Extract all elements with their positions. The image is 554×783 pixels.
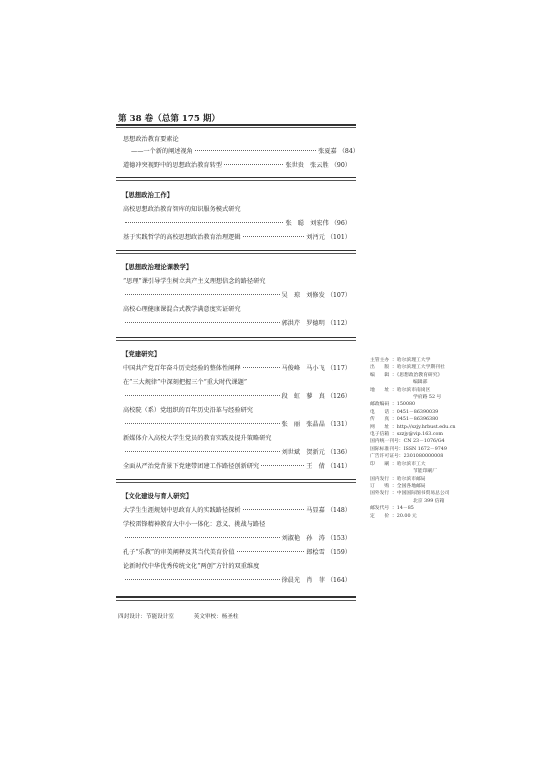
section-rule-thin bbox=[116, 482, 356, 483]
dot-leader bbox=[125, 322, 280, 323]
dot-leader bbox=[243, 509, 305, 510]
section-title: 【文化建设与育人研究】 bbox=[122, 492, 193, 500]
bottom-rule-thin bbox=[116, 600, 356, 601]
info-row: 国际标准刊号 ：ISSN 1672－9749 bbox=[370, 446, 447, 452]
info-row: 出 版 ：哈尔滨理工大学期刊社 bbox=[370, 365, 445, 371]
section-rule bbox=[116, 250, 356, 251]
toc-entry[interactable]: 全面从严治党背景下党建带团建工作路径创新研究 王 倩 （141） bbox=[123, 463, 351, 470]
publication-info bbox=[370, 357, 490, 520]
toc-entry[interactable]: 高校院（系）党组织的百年历史沿革与经验研究 bbox=[123, 407, 253, 414]
info-row: 编辑部 bbox=[413, 380, 428, 386]
dot-leader bbox=[125, 579, 280, 580]
toc-entry[interactable]: 张 丽 张晶晶 （131） bbox=[123, 419, 351, 430]
toc-entry[interactable]: 刘淑艳 孙 涛 （153） bbox=[123, 533, 351, 544]
footer-credits bbox=[118, 612, 257, 620]
info-row: 印 刷 ：哈尔滨市工大 bbox=[370, 461, 426, 467]
info-row: 邮政编码 ：150080 bbox=[370, 402, 416, 408]
info-row: 传 真 ：0451－86396380 bbox=[370, 417, 439, 423]
toc-entry[interactable]: 大学生生涯规划中思政育人的实践路径探析 马显嘉 （148） bbox=[123, 507, 351, 514]
info-row: 网 址 ：http://szjy.hrbust.edu.cn bbox=[370, 424, 456, 430]
toc-entry[interactable]: 刘世斌 贺新元 （136） bbox=[123, 447, 351, 458]
section-rule bbox=[116, 479, 356, 480]
cover-design-credit: 四封设计：节能设计室 bbox=[118, 614, 174, 620]
dot-leader bbox=[224, 164, 283, 165]
section-title: 【思想政治工作】 bbox=[122, 191, 174, 199]
dot-leader bbox=[261, 465, 304, 466]
info-row: 节能印刷厂 bbox=[413, 469, 437, 475]
info-row: 编 辑 ：《思想政治教育研究》 bbox=[370, 372, 443, 378]
toc-entry[interactable]: 高校心理健康课混合式教学满意度实证研究 bbox=[123, 306, 241, 313]
toc-entry[interactable]: 吴 琼 刘修发 （107） bbox=[123, 290, 351, 301]
toc-entry[interactable]: 徐晨光 肖 菲 （164） bbox=[123, 575, 351, 586]
toc-entry[interactable]: 张 聪 刘宏伟 （96） bbox=[123, 218, 351, 229]
dot-leader bbox=[195, 150, 316, 151]
toc-entry[interactable]: 郭洪芹 罗德明 （112） bbox=[123, 318, 351, 329]
info-row: 定 价 ：20.00 元 bbox=[370, 513, 417, 519]
toc-entry[interactable]: 思想政治教育要素论 bbox=[123, 136, 179, 143]
info-row: 国外发行 ：中国国际图书贸易总公司 bbox=[370, 491, 450, 497]
section-title: 【党建研究】 bbox=[122, 350, 161, 358]
toc-entry[interactable]: 段 虹 蓼 真 （126） bbox=[123, 391, 351, 402]
info-row: 国内发行 ：哈尔滨市邮局 bbox=[370, 476, 426, 482]
dot-leader bbox=[125, 451, 280, 452]
toc-entry[interactable]: ——一个新的阐述视角 张夏嘉 （84） bbox=[131, 148, 359, 155]
info-row: 电 话 ：0451－86390039 bbox=[370, 409, 439, 415]
info-row: 学府路 52 号 bbox=[413, 395, 442, 401]
info-row: 电子信箱 ：szzjy@vip.163.com bbox=[370, 432, 443, 438]
toc-entry[interactable]: 孔子“乐教”的审美阐释及其当代美育价值 郎桧雪 （159） bbox=[123, 549, 351, 556]
toc-entry[interactable]: 新媒体介入高校大学生党员的教育实践及提升策略研究 bbox=[123, 435, 272, 442]
section-rule bbox=[116, 337, 356, 338]
toc-entry[interactable]: 论新时代中华优秀传统文化“两创”方针的双重维度 bbox=[123, 563, 260, 570]
toc-entry[interactable]: 基于实践哲学的高校思想政治教育治理逻辑 刘沔元 （101） bbox=[123, 234, 351, 241]
toc-entry[interactable]: “思理”课引导学生树立共产主义理想信念的路径研究 bbox=[123, 278, 266, 285]
dot-leader bbox=[125, 395, 280, 396]
dot-leader bbox=[125, 537, 280, 538]
dot-leader bbox=[243, 367, 280, 368]
top-rule bbox=[116, 124, 356, 126]
section-rule-thin bbox=[116, 253, 356, 254]
toc-entry[interactable]: 中国共产党百年奋斗历史经验的整体性阐释 马俊峰 马小飞 （117） bbox=[123, 365, 351, 372]
toc-entry[interactable]: 道德冲突视野中的思想政治教育转型 张世贵 张云胜 （90） bbox=[123, 162, 351, 169]
dot-leader bbox=[243, 236, 305, 237]
info-row: 订 购 ：全国各地邮局 bbox=[370, 483, 426, 489]
dot-leader bbox=[125, 294, 280, 295]
dot-leader bbox=[125, 423, 280, 424]
info-row: 地 址 ：哈尔滨市南岗区 bbox=[370, 387, 431, 393]
section-rule bbox=[116, 177, 356, 178]
info-row: 北京 399 信箱 bbox=[413, 498, 445, 504]
info-row: 广告许可证号 ：2301080000008 bbox=[370, 454, 444, 460]
info-row: 主管主办 ：哈尔滨理工大学 bbox=[370, 358, 431, 363]
dot-leader bbox=[125, 222, 283, 223]
bottom-rule bbox=[116, 596, 356, 598]
issue-title: 第 38 卷（总第 175 期） bbox=[118, 114, 221, 124]
section-rule-thin bbox=[116, 340, 356, 341]
section-rule-thin bbox=[116, 180, 356, 181]
toc-entry[interactable]: 高校思想政治教育智库的知识服务模式研究 bbox=[123, 206, 241, 213]
dot-leader bbox=[237, 551, 305, 552]
top-rule-thin bbox=[116, 127, 356, 128]
info-row: 国内统一刊号 ：CN 23－1076/G4 bbox=[370, 439, 445, 445]
section-title: 【思想政治理论课教学】 bbox=[122, 263, 193, 271]
info-row: 邮发代号 ：14－85 bbox=[370, 506, 414, 512]
english-review-credit: 英文审校：杨圣柱 bbox=[193, 614, 239, 620]
toc-entry[interactable]: 在“三大规律”中深刻把握三个“重大时代课题” bbox=[123, 379, 248, 386]
toc-entry[interactable]: 学校雷锋精神教育大中小一体化：意义、挑战与路径 bbox=[123, 521, 266, 528]
